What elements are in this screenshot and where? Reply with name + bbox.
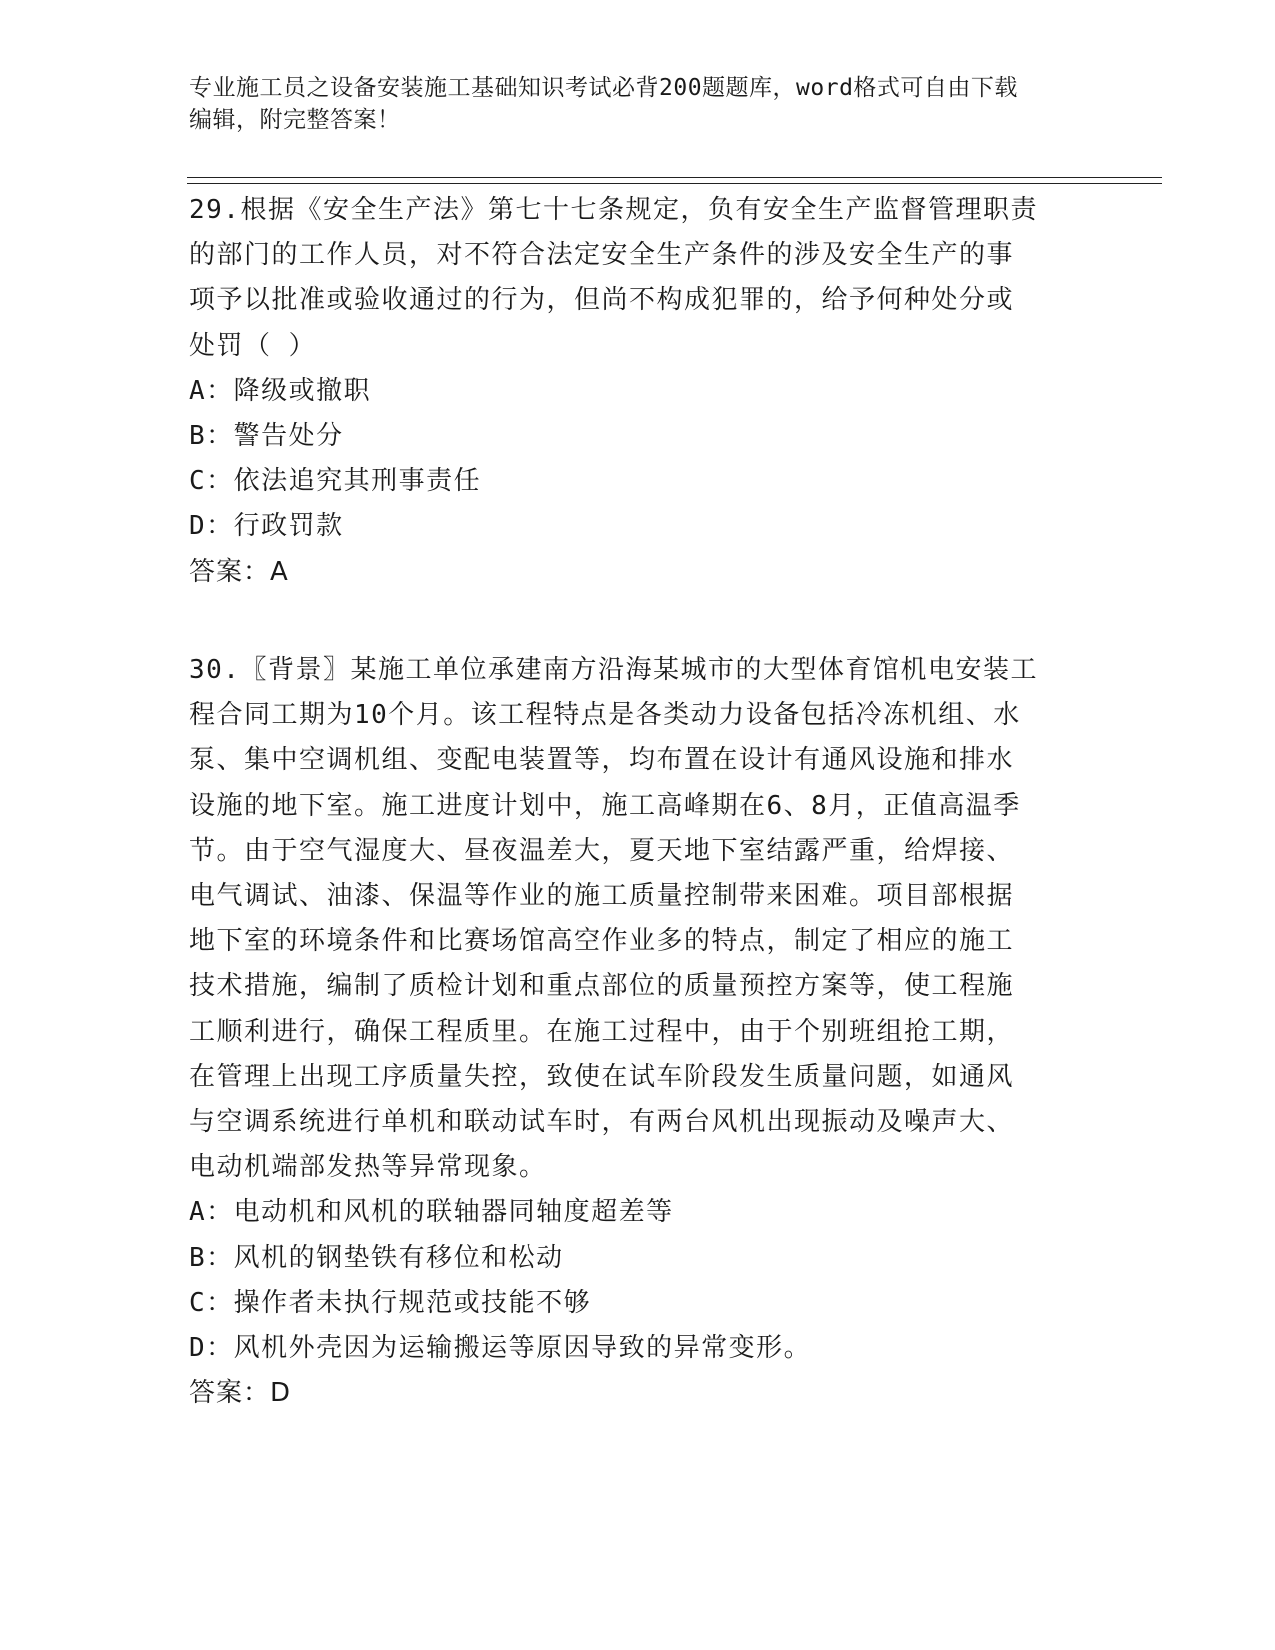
question-stem-line: 电动机端部发热等异常现象。	[189, 1152, 547, 1183]
option-c: C：操作者未执行规范或技能不够	[189, 1287, 592, 1318]
option-d: D：行政罚款	[189, 511, 344, 542]
question-stem-line: 处罚（ ）	[189, 330, 317, 361]
question-stem-line: 与空调系统进行单机和联动试车时，有两台风机出现振动及噪声大、	[189, 1107, 1015, 1138]
option-c: C：依法追究其刑事责任	[189, 466, 482, 497]
header-divider-bottom	[187, 183, 1162, 184]
question-stem-line: 地下室的环境条件和比赛场馆高空作业多的特点，制定了相应的施工	[189, 926, 1015, 957]
question-stem-line: 程合同工期为10个月。该工程特点是各类动力设备包括冷冻机组、水	[189, 700, 1021, 731]
header-divider-top	[187, 177, 1162, 178]
question-stem-line: 节。由于空气湿度大、昼夜温差大，夏天地下室结露严重，给焊接、	[189, 835, 1015, 866]
question-stem-line: 电气调试、油漆、保温等作业的施工质量控制带来困难。项目部根据	[189, 881, 1015, 912]
question-stem-line: 30.〖背景〗某施工单位承建南方沿海某城市的大型体育馆机电安装工	[189, 655, 1038, 685]
question-stem-line: 技术措施，编制了质检计划和重点部位的质量预控方案等，使工程施	[189, 971, 1015, 1002]
option-b: B：警告处分	[189, 421, 344, 452]
option-a: A：电动机和风机的联轴器同轴度超差等	[189, 1197, 674, 1228]
question-stem-line: 泵、集中空调机组、变配电装置等，均布置在设计有通风设施和排水	[189, 745, 1015, 776]
option-a: A：降级或撤职	[189, 375, 372, 406]
question-29	[189, 188, 1094, 595]
question-stem-line: 的部门的工作人员，对不符合法定安全生产条件的涉及安全生产的事	[189, 240, 1015, 271]
header-title-line-1: 专业施工员之设备安装施工基础知识考试必背200题题库，word格式可自由下载	[189, 75, 1018, 101]
question-stem-line: 工顺利进行，确保工程质里。在施工过程中，由于个别班组抢工期，	[189, 1016, 1015, 1047]
option-b: B：风机的钢垫铁有移位和松动	[189, 1242, 564, 1273]
answer-line: 答案：D	[189, 1378, 292, 1409]
question-stem-line: 在管理上出现工序质量失控，致使在试车阶段发生质量问题，如通风	[189, 1061, 1015, 1092]
question-stem-line: 设施的地下室。施工进度计划中，施工高峰期在6、8月，正值高温季	[189, 790, 1021, 821]
header-title-line-2: 编辑，附完整答案！	[189, 107, 401, 133]
option-d: D：风机外壳因为运输搬运等原因导致的异常变形。	[189, 1333, 812, 1364]
question-stem-line: 项予以批准或验收通过的行为，但尚不构成犯罪的，给予何种处分或	[189, 285, 1015, 316]
question-30	[189, 648, 1094, 1416]
question-stem-line: 29.根据《安全生产法》第七十七条规定，负有安全生产监督管理职责	[189, 195, 1038, 225]
answer-line: 答案：A	[189, 556, 289, 587]
document-header	[189, 72, 1069, 136]
